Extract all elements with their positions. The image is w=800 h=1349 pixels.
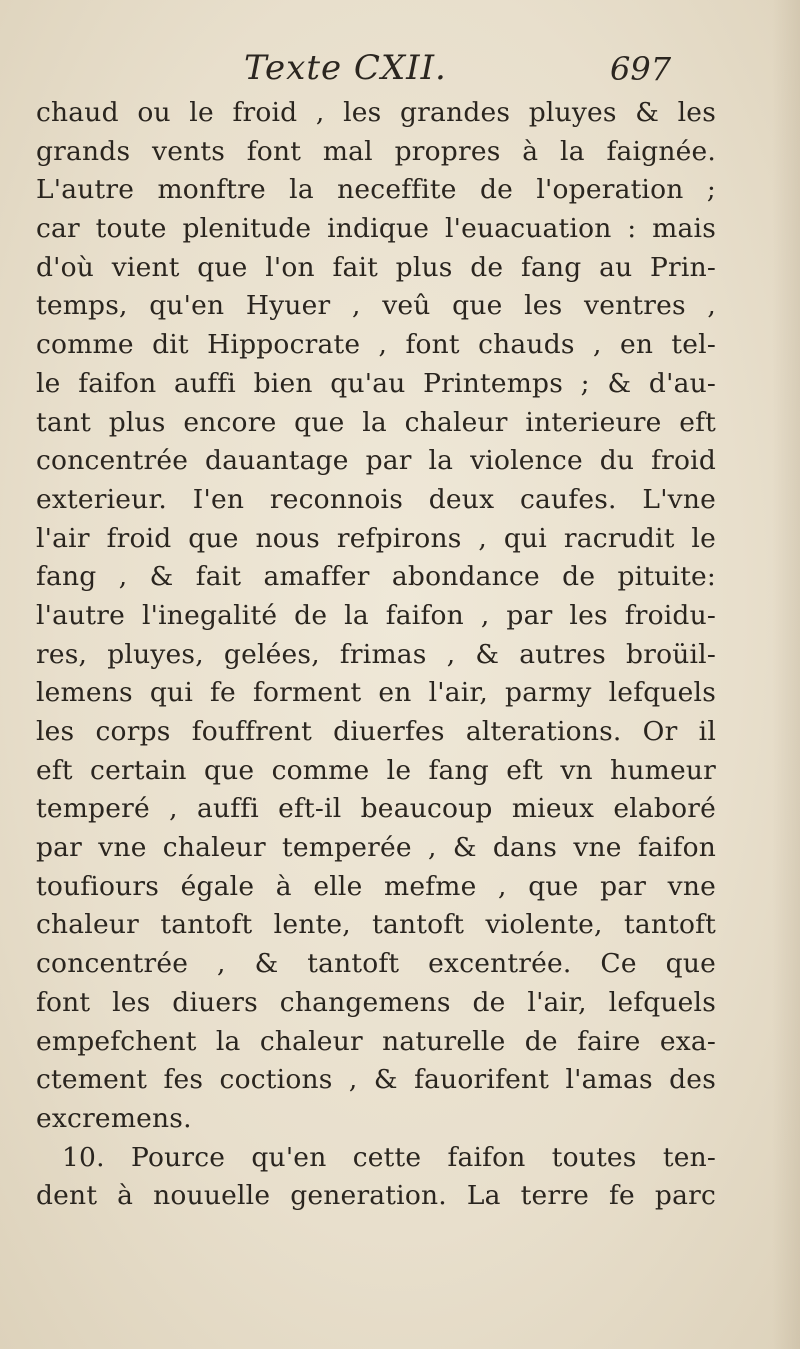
text-line: fang , & fait amaffer abondance de pituite: (36, 561, 716, 593)
text-line: comme dit Hippocrate , font chauds , en tel- (36, 329, 716, 361)
text-line: empefchent la chaleur naturelle de faire exa- (36, 1025, 716, 1057)
text-line: res, pluyes, gelées, frimas , & autres broüil- (36, 638, 716, 670)
text-line: concentrée dauantage par la violence du froid (36, 445, 716, 477)
page-number: 697 (610, 50, 672, 88)
page-header (0, 44, 800, 92)
text-line: le faifon auffi bien qu'au Printemps ; & d'au- (36, 367, 716, 399)
body-text (36, 94, 716, 1216)
text-line: dent à nouuelle generation. La terre fe parc (36, 1180, 716, 1212)
text-line: eft certain que comme le fang eft vn humeur (36, 754, 716, 786)
text-line: car toute plenitude indique l'euacuation : mais (36, 213, 716, 245)
text-line: par vne chaleur temperée , & dans vne faifon (36, 832, 716, 864)
text-line: temps, qu'en Hyuer , veû que les ventres , (36, 290, 716, 322)
text-line: L'autre monftre la neceffite de l'operation ; (36, 174, 716, 206)
text-line: d'où vient que l'on fait plus de fang au Prin- (36, 251, 716, 283)
text-line: font les diuers changemens de l'air, lefquels (36, 986, 716, 1018)
text-line: lemens qui fe forment en l'air, parmy lefquels (36, 677, 716, 709)
text-line: chaleur tantoft lente, tantoft violente, tantoft (36, 909, 716, 941)
page-edge-shadow (772, 0, 800, 1349)
running-title: Texte CXII. (244, 48, 447, 88)
text-line: chaud ou le froid , les grandes pluyes & les (36, 97, 716, 128)
text-line-paragraph-end: excremens. (36, 1102, 192, 1134)
text-line: l'autre l'inegalité de la faifon , par les froidu- (36, 599, 716, 631)
text-line: ctement fes coctions , & fauorifent l'amas des (36, 1064, 716, 1096)
text-line: temperé , auffi eft-il beaucoup mieux elaboré (36, 793, 716, 825)
text-line: les corps fouffrent diuerfes alterations. Or il (36, 716, 716, 747)
text-line: tant plus encore que la chaleur interieure eft (36, 406, 716, 438)
text-line: concentrée , & tantoft excentrée. Ce que (36, 948, 716, 980)
text-line: l'air froid que nous refpirons , qui racrudit le (36, 522, 716, 554)
text-line: grands vents font mal propres à la faignée. (36, 135, 716, 167)
text-line-numbered-paragraph: 10. Pource qu'en cette faifon toutes ten- (62, 1141, 716, 1173)
text-line: exterieur. I'en reconnois deux caufes. L'vne (36, 483, 716, 515)
text-line: toufiours égale à elle mefme , que par vne (36, 870, 716, 902)
